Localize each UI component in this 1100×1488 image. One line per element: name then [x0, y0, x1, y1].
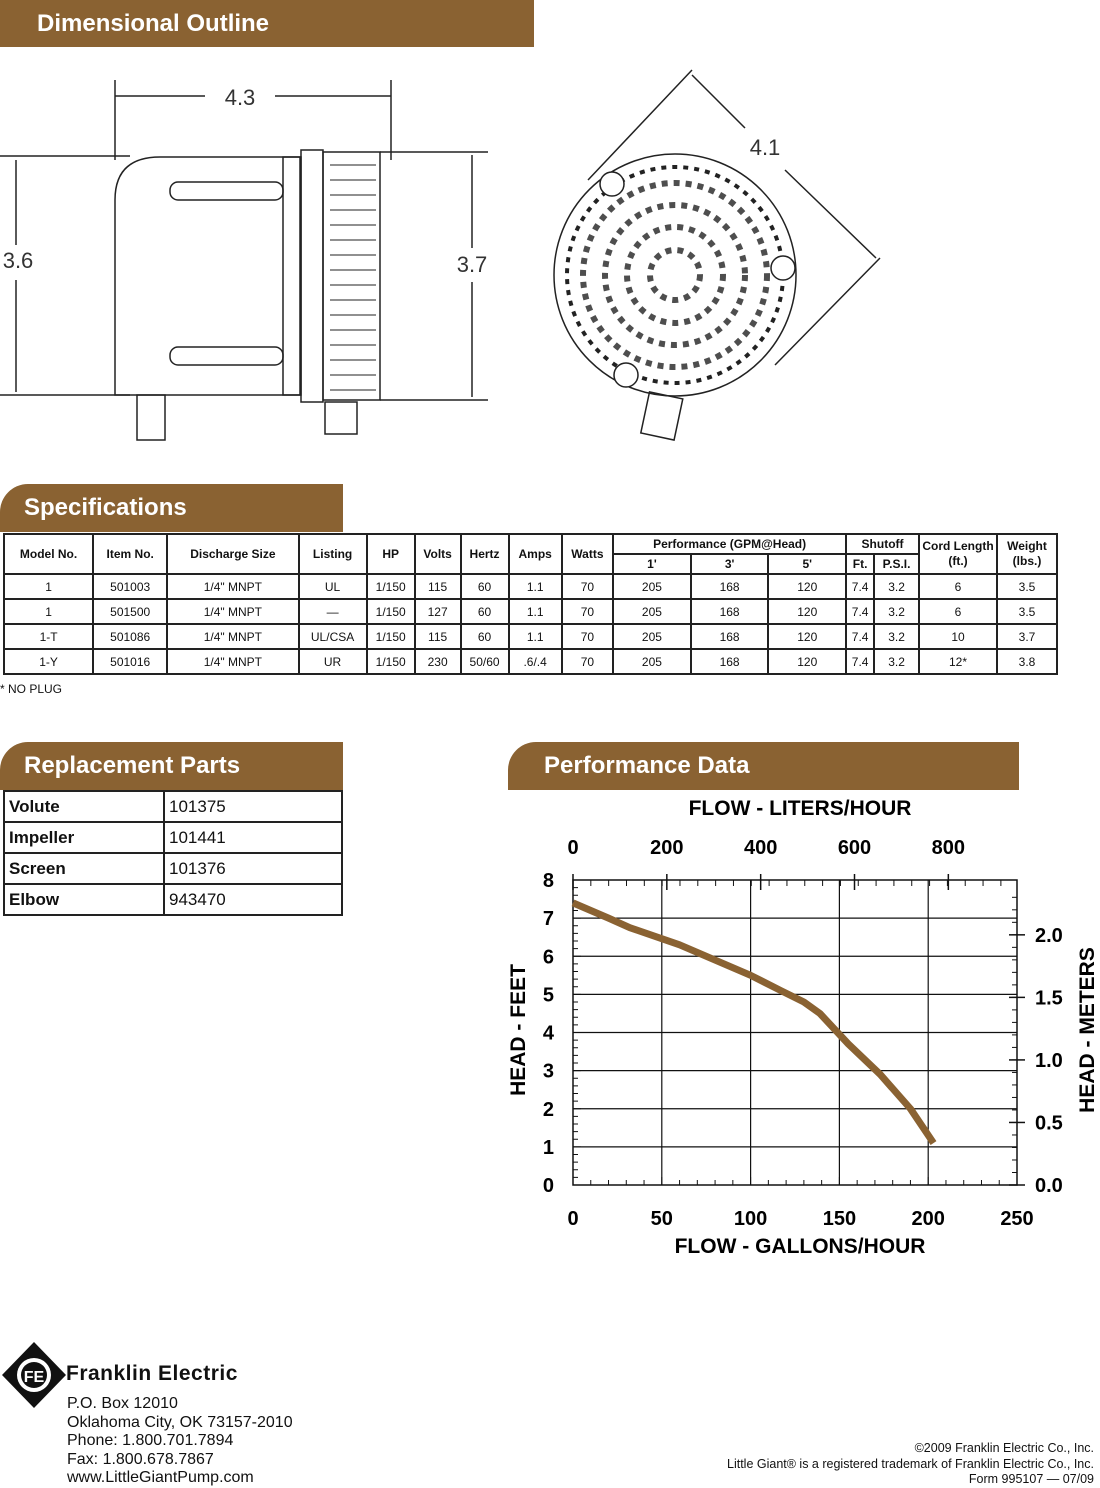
col-item: Item No. [93, 534, 167, 574]
x-tick-label: 200 [911, 1208, 945, 1230]
table-row [4, 574, 1057, 599]
part-number: 101441 [164, 822, 342, 853]
table-cell: 501016 [93, 649, 167, 674]
phone: Phone: 1.800.701.7894 [67, 1432, 234, 1449]
table-cell: 1.1 [509, 599, 562, 624]
dim-height-right-label: 3.7 [456, 252, 488, 277]
y-tick-label: 2 [542, 1098, 554, 1121]
top-tick-label: 200 [650, 837, 684, 859]
table-cell: 1/4" MNPT [167, 599, 298, 624]
col-model: Model No. [4, 534, 93, 574]
table-row [4, 599, 1057, 624]
table-cell: 3.5 [997, 574, 1057, 599]
right-tick-label: 2.0 [1035, 924, 1063, 947]
table-cell: 3.2 [874, 649, 919, 674]
table-cell: 3.2 [874, 574, 919, 599]
company-name: Franklin Electric [66, 1362, 238, 1385]
x-axis-title: FLOW - GALLONS/HOUR [674, 1235, 926, 1258]
table-cell: 7.4 [846, 624, 874, 649]
table-cell: UL [299, 574, 367, 599]
col-shutoff: Shutoff [846, 534, 919, 554]
address-line-2: Oklahoma City, OK 73157-2010 [67, 1413, 293, 1431]
part-number: 101375 [164, 791, 342, 822]
table-cell: 120 [768, 624, 846, 649]
y-axis-right-title: HEAD - METERS [1076, 947, 1099, 1113]
right-tick-label: 0.0 [1035, 1175, 1063, 1197]
col-hp: HP [367, 534, 415, 574]
y-tick-label: 6 [542, 946, 554, 969]
y-tick-label: 8 [542, 870, 554, 892]
legal-block [727, 1441, 1094, 1488]
right-tick-label: 0.5 [1035, 1112, 1063, 1135]
address-line-1: P.O. Box 12010 [67, 1395, 178, 1412]
table-cell: 70 [562, 649, 613, 674]
col-perf-3: 3' [691, 554, 769, 574]
table-row [4, 624, 1057, 649]
part-number: 101376 [164, 853, 342, 884]
table-cell: UL/CSA [299, 624, 367, 649]
table-cell: 1-T [4, 624, 93, 649]
table-cell: — [299, 599, 367, 624]
franklin-electric-logo [2, 1342, 66, 1408]
performance-chart [500, 790, 1100, 1270]
table-cell: 3.2 [874, 599, 919, 624]
table-cell: 70 [562, 599, 613, 624]
svg-text:FE: FE [23, 1369, 45, 1386]
part-row [4, 822, 342, 853]
top-axis-title: FLOW - LITERS/HOUR [688, 797, 912, 820]
table-cell: 7.4 [846, 599, 874, 624]
form-number: Form 995107 — 07/09 [968, 1472, 1094, 1486]
table-cell: 205 [613, 624, 691, 649]
x-tick-label: 100 [733, 1208, 768, 1230]
table-cell: 1.1 [509, 574, 562, 599]
col-performance: Performance (GPM@Head) [613, 534, 846, 554]
table-cell: UR [299, 649, 367, 674]
table-cell: 501086 [93, 624, 167, 649]
spec-footnote: * NO PLUG [0, 682, 63, 696]
table-cell: 205 [613, 574, 691, 599]
dim-width-label: 4.3 [224, 85, 256, 110]
specifications-table [3, 533, 1058, 675]
part-number: 943470 [164, 884, 342, 915]
table-cell: 168 [691, 624, 769, 649]
part-name: Screen [4, 853, 164, 884]
table-cell: 70 [562, 574, 613, 599]
top-tick-label: 400 [743, 837, 778, 859]
table-cell: .6/.4 [509, 649, 562, 674]
table-cell: 60 [461, 574, 509, 599]
y-axis-title: HEAD - FEET [507, 964, 530, 1096]
table-cell: 50/60 [461, 649, 509, 674]
dim-diameter-label: 4.1 [749, 135, 781, 160]
table-cell: 1/4" MNPT [167, 649, 298, 674]
table-cell: 168 [691, 574, 769, 599]
table-cell: 168 [691, 599, 769, 624]
table-cell: 3.2 [874, 624, 919, 649]
table-cell: 10 [919, 624, 997, 649]
y-tick-label: 3 [542, 1060, 554, 1083]
right-tick-label: 1.0 [1035, 1049, 1063, 1072]
col-shutoff-ft: Ft. [846, 554, 874, 574]
y-tick-label: 5 [542, 984, 554, 1007]
table-row [4, 649, 1057, 674]
table-cell: 3.7 [997, 624, 1057, 649]
table-cell: 1/4" MNPT [167, 574, 298, 599]
y-tick-label: 1 [542, 1136, 554, 1159]
table-cell: 1 [4, 599, 93, 624]
table-cell: 12* [919, 649, 997, 674]
table-cell: 60 [461, 599, 509, 624]
website-link[interactable]: www.LittleGiantPump.com [67, 1469, 254, 1486]
table-cell: 168 [691, 649, 769, 674]
trademark: Little Giant® is a registered trademark of Franklin Electric Co., Inc. [727, 1456, 1094, 1471]
x-tick-label: 250 [1000, 1208, 1034, 1230]
table-cell: 7.4 [846, 649, 874, 674]
section-header-performance: Performance Data [508, 742, 1019, 790]
col-perf-5: 5' [768, 554, 846, 574]
table-cell: 115 [415, 574, 461, 599]
replacement-parts-table [3, 790, 343, 916]
part-row [4, 853, 342, 884]
right-tick-label: 1.5 [1035, 987, 1063, 1010]
table-cell: 6 [919, 574, 997, 599]
x-tick-label: 0 [567, 1208, 579, 1230]
table-cell: 230 [415, 649, 461, 674]
col-listing: Listing [299, 534, 367, 574]
copyright: ©2009 Franklin Electric Co., Inc. [914, 1441, 1094, 1455]
table-cell: 1/150 [367, 574, 415, 599]
table-cell: 3.8 [997, 649, 1057, 674]
table-cell: 205 [613, 599, 691, 624]
table-cell: 70 [562, 624, 613, 649]
table-cell: 205 [613, 649, 691, 674]
table-cell: 1-Y [4, 649, 93, 674]
y-tick-label: 0 [542, 1175, 554, 1197]
table-cell: 120 [768, 574, 846, 599]
col-perf-1: 1' [613, 554, 691, 574]
part-row [4, 884, 342, 915]
pump-side-view-drawing [0, 75, 500, 455]
top-tick-label: 600 [837, 837, 872, 859]
table-cell: 3.5 [997, 599, 1057, 624]
col-hertz: Hertz [461, 534, 509, 574]
x-tick-label: 50 [650, 1208, 673, 1230]
section-header-dimensional: Dimensional Outline [0, 0, 534, 47]
table-cell: 1 [4, 574, 93, 599]
table-cell: 1/150 [367, 649, 415, 674]
table-cell: 1.1 [509, 624, 562, 649]
part-name: Elbow [4, 884, 164, 915]
table-cell: 1/150 [367, 599, 415, 624]
part-row [4, 791, 342, 822]
table-cell: 1/4" MNPT [167, 624, 298, 649]
section-header-replacement-parts: Replacement Parts [0, 742, 343, 790]
dim-height-left-label: 3.6 [2, 248, 34, 273]
x-tick-label: 150 [822, 1208, 857, 1230]
part-name: Volute [4, 791, 164, 822]
pump-front-view-drawing [540, 60, 900, 450]
table-cell: 7.4 [846, 574, 874, 599]
col-cord: Cord Length (ft.) [919, 534, 997, 574]
contact-block [67, 1395, 293, 1488]
y-tick-label: 4 [542, 1022, 554, 1045]
part-name: Impeller [4, 822, 164, 853]
performance-curve [573, 903, 934, 1143]
fax: Fax: 1.800.678.7867 [67, 1450, 214, 1468]
col-watts: Watts [562, 534, 613, 574]
table-cell: 1/150 [367, 624, 415, 649]
col-weight: Weight (lbs.) [997, 534, 1057, 574]
top-tick-label: 0 [567, 837, 579, 859]
section-header-specifications: Specifications [0, 484, 343, 532]
table-cell: 501003 [93, 574, 167, 599]
table-cell: 60 [461, 624, 509, 649]
col-volts: Volts [415, 534, 461, 574]
table-cell: 127 [415, 599, 461, 624]
table-cell: 115 [415, 624, 461, 649]
y-tick-label: 7 [542, 908, 554, 931]
top-tick-label: 800 [931, 837, 966, 859]
col-shutoff-psi: P.S.I. [874, 554, 919, 574]
table-cell: 6 [919, 599, 997, 624]
col-amps: Amps [509, 534, 562, 574]
col-discharge: Discharge Size [167, 534, 298, 574]
table-cell: 501500 [93, 599, 167, 624]
table-cell: 120 [768, 649, 846, 674]
table-cell: 120 [768, 599, 846, 624]
